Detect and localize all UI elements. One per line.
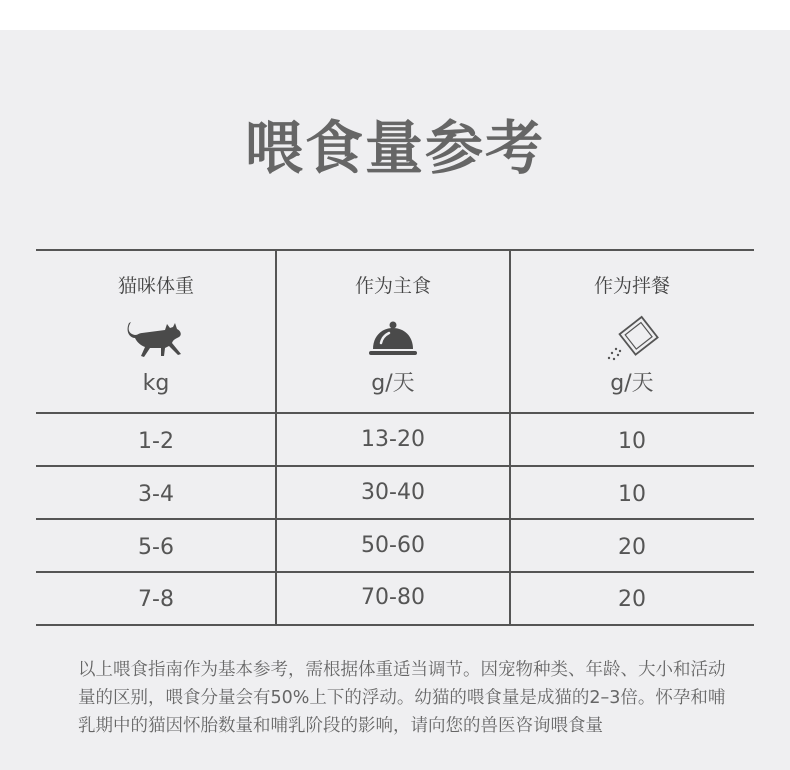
page-title: 喂食量参考 — [244, 114, 545, 182]
table-cell-weight: 7-8 — [138, 587, 174, 612]
cat-icon — [36, 315, 276, 363]
table-cell-main: 13-20 — [361, 427, 425, 452]
header-main-food-label: 作为主食 — [354, 275, 431, 297]
header-weight-label: 猫咪体重 — [117, 275, 194, 297]
table-cell-weight: 3-4 — [138, 482, 174, 507]
table-cell-topper: 20 — [618, 587, 646, 612]
table-cell-topper: 10 — [618, 429, 646, 454]
table-row-rule — [36, 465, 754, 467]
header-topper-unit: g/天 — [610, 371, 654, 396]
table-cell-topper: 10 — [618, 482, 646, 507]
header-main-food-unit: g/天 — [371, 371, 415, 396]
table-cell-weight: 5-6 — [138, 535, 174, 560]
food-cloche-icon — [276, 315, 510, 363]
table-row-rule — [36, 518, 754, 520]
table-cell-weight: 1-2 — [138, 429, 174, 454]
topper-sachet-icon — [510, 315, 754, 363]
table-top-rule — [36, 249, 754, 251]
header-weight-unit: kg — [142, 371, 170, 396]
feeding-note: 以上喂食指南作为基本参考，需根据体重适当调节。因宠物种类、年龄、大小和活动量的区别，喂食分量会有50%上下的浮动。幼猫的喂食量是成猫的2–3倍。怀孕和哺乳期中的猫因怀胎数量和哺乳阶段的影响，请向您的兽医咨询喂食量 — [78, 660, 726, 736]
table-cell-main: 30-40 — [361, 480, 425, 505]
feeding-table — [36, 249, 754, 626]
table-bottom-rule — [36, 624, 754, 626]
table-cell-topper: 20 — [618, 535, 646, 560]
table-cell-main: 50-60 — [361, 533, 425, 558]
table-row-rule — [36, 571, 754, 573]
header-topper-label: 作为拌餐 — [593, 275, 670, 297]
table-cell-main: 70-80 — [361, 585, 425, 610]
table-header-rule — [36, 412, 754, 414]
